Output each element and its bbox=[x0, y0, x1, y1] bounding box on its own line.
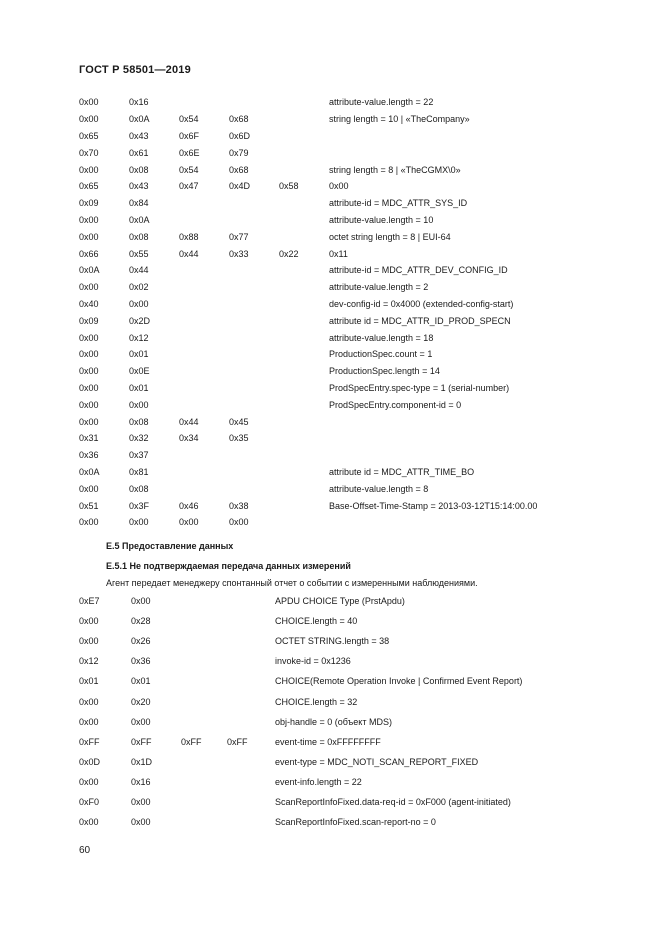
table-row bbox=[79, 413, 599, 430]
table-row bbox=[79, 312, 599, 329]
hex-byte-cell: 0x20 bbox=[131, 696, 151, 707]
hex-byte-cell: 0x00 bbox=[79, 114, 99, 125]
row-description: 0x11 bbox=[329, 248, 348, 259]
hex-byte-cell: 0x68 bbox=[229, 164, 249, 175]
hex-byte-cell: 0x58 bbox=[279, 181, 299, 192]
hex-byte-cell: 0x00 bbox=[129, 399, 149, 410]
hex-byte-cell: 0x6E bbox=[179, 147, 200, 158]
table-row bbox=[79, 363, 599, 380]
row-description: APDU CHOICE Type (PrstApdu) bbox=[275, 596, 405, 607]
row-description: ProdSpecEntry.component-id = 0 bbox=[329, 399, 462, 410]
hex-byte-cell: 0x88 bbox=[179, 231, 199, 242]
row-description: CHOICE.length = 40 bbox=[275, 616, 358, 627]
row-description: attribute-value.length = 8 bbox=[329, 483, 429, 494]
hex-byte-cell: 0x01 bbox=[131, 676, 151, 687]
row-description: ScanReportInfoFixed.scan-report-no = 0 bbox=[275, 817, 436, 828]
hex-byte-cell: 0x00 bbox=[79, 332, 99, 343]
hex-byte-cell: 0x0D bbox=[79, 756, 101, 767]
document-header: ГОСТ Р 58501—2019 bbox=[79, 64, 191, 76]
hex-byte-cell: 0x35 bbox=[229, 433, 249, 444]
hex-byte-cell: 0x37 bbox=[129, 450, 149, 461]
hex-byte-cell: 0x00 bbox=[131, 596, 151, 607]
hex-byte-cell: 0x09 bbox=[79, 315, 99, 326]
hex-byte-cell: 0x00 bbox=[129, 517, 149, 528]
table-row bbox=[79, 161, 599, 178]
row-description: attribute-id = MDC_ATTR_DEV_CONFIG_ID bbox=[329, 265, 508, 276]
hex-byte-cell: 0x6F bbox=[179, 130, 200, 141]
hex-byte-cell: 0x22 bbox=[279, 248, 299, 259]
hex-byte-cell: 0x12 bbox=[79, 656, 99, 667]
hex-byte-cell: 0x61 bbox=[129, 147, 149, 158]
table-row bbox=[79, 296, 599, 313]
row-description: CHOICE.length = 32 bbox=[275, 696, 358, 707]
hex-byte-cell: 0x38 bbox=[229, 500, 249, 511]
table-row bbox=[79, 480, 599, 497]
table-row bbox=[79, 671, 599, 691]
row-description: CHOICE(Remote Operation Invoke | Confirmed Event Report) bbox=[275, 676, 523, 687]
hex-byte-cell: 0x00 bbox=[79, 349, 99, 360]
table-row bbox=[79, 651, 599, 671]
row-description: attribute id = MDC_ATTR_TIME_BO bbox=[329, 466, 475, 477]
table-row bbox=[79, 611, 599, 631]
hex-byte-cell: 0x0A bbox=[79, 466, 100, 477]
section-paragraph: Агент передает менеджеру спонтанный отчет о событии с измеренными наблюдениями. bbox=[106, 578, 478, 588]
section-title: E.5 Предоставление данных bbox=[106, 541, 234, 551]
hex-byte-cell: 0x40 bbox=[79, 298, 99, 309]
table-row bbox=[79, 94, 599, 111]
hex-byte-cell: 0x28 bbox=[131, 616, 151, 627]
hex-byte-cell: 0x00 bbox=[129, 298, 149, 309]
hex-byte-cell: 0x32 bbox=[129, 433, 149, 444]
hex-byte-cell: 0x00 bbox=[79, 97, 99, 108]
hex-byte-cell: 0x4D bbox=[229, 181, 251, 192]
hex-byte-cell: 0x77 bbox=[229, 231, 249, 242]
table-row bbox=[79, 447, 599, 464]
row-description: dev-config-id = 0x4000 (extended-config-start) bbox=[329, 298, 514, 309]
row-description: attribute-id = MDC_ATTR_SYS_ID bbox=[329, 198, 468, 209]
hex-byte-cell: 0x00 bbox=[179, 517, 199, 528]
hex-byte-cell: 0x51 bbox=[79, 500, 99, 511]
row-description: ProductionSpec.count = 1 bbox=[329, 349, 433, 360]
row-description: attribute-value.length = 22 bbox=[329, 97, 434, 108]
row-description: string length = 10 | «TheCompany» bbox=[329, 114, 470, 125]
hex-byte-cell: 0x08 bbox=[129, 483, 149, 494]
hex-byte-cell: 0x00 bbox=[79, 366, 99, 377]
table-row bbox=[79, 691, 599, 711]
hex-byte-cell: 0x00 bbox=[131, 796, 151, 807]
row-description: 0x00 bbox=[329, 181, 349, 192]
row-description: ProductionSpec.length = 14 bbox=[329, 366, 440, 377]
hex-byte-cell: 0xFF bbox=[227, 736, 248, 747]
hex-byte-cell: 0x3F bbox=[129, 500, 150, 511]
hex-byte-cell: 0x0A bbox=[79, 265, 100, 276]
hex-byte-cell: 0x26 bbox=[131, 636, 151, 647]
row-description: attribute-value.length = 2 bbox=[329, 282, 429, 293]
table-row bbox=[79, 329, 599, 346]
table-row bbox=[79, 178, 599, 195]
hex-byte-cell: 0x33 bbox=[229, 248, 249, 259]
hex-byte-cell: 0x00 bbox=[229, 517, 249, 528]
hex-byte-cell: 0x00 bbox=[131, 716, 151, 727]
table-row bbox=[79, 128, 599, 145]
hex-byte-cell: 0xFF bbox=[79, 736, 100, 747]
hex-byte-cell: 0x55 bbox=[129, 248, 149, 259]
hex-byte-cell: 0x01 bbox=[129, 349, 149, 360]
row-description: event-info.length = 22 bbox=[275, 776, 362, 787]
hex-byte-cell: 0x44 bbox=[129, 265, 149, 276]
hex-byte-cell: 0x81 bbox=[129, 466, 149, 477]
hex-byte-cell: 0x01 bbox=[129, 382, 149, 393]
hex-byte-cell: 0x54 bbox=[179, 114, 199, 125]
hex-byte-cell: 0x0A bbox=[129, 214, 150, 225]
table-row bbox=[79, 111, 599, 128]
hex-byte-cell: 0x00 bbox=[79, 517, 99, 528]
hex-byte-cell: 0x44 bbox=[179, 248, 199, 259]
hex-table-event-report bbox=[79, 591, 599, 832]
table-row bbox=[79, 396, 599, 413]
hex-byte-cell: 0x02 bbox=[129, 282, 149, 293]
row-description: Base-Offset-Time-Stamp = 2013-03-12T15:14:00.00 bbox=[329, 500, 538, 511]
table-row bbox=[79, 712, 599, 732]
hex-byte-cell: 0x47 bbox=[179, 181, 199, 192]
hex-byte-cell: 0x65 bbox=[79, 181, 99, 192]
table-row bbox=[79, 514, 599, 531]
table-row bbox=[79, 812, 599, 832]
row-description: string length = 8 | «TheCGMX\0» bbox=[329, 164, 461, 175]
table-row bbox=[79, 752, 599, 772]
table-row bbox=[79, 380, 599, 397]
hex-byte-cell: 0x0A bbox=[129, 114, 150, 125]
table-row bbox=[79, 772, 599, 792]
table-row bbox=[79, 212, 599, 229]
table-row bbox=[79, 464, 599, 481]
page-number: 60 bbox=[79, 845, 91, 856]
hex-byte-cell: 0x00 bbox=[79, 231, 99, 242]
table-row bbox=[79, 195, 599, 212]
hex-byte-cell: 0x00 bbox=[131, 817, 151, 828]
hex-byte-cell: 0x00 bbox=[79, 616, 99, 627]
hex-byte-cell: 0x31 bbox=[79, 433, 99, 444]
table-row bbox=[79, 346, 599, 363]
hex-byte-cell: 0x6D bbox=[229, 130, 251, 141]
hex-byte-cell: 0x16 bbox=[131, 776, 151, 787]
hex-byte-cell: 0x2D bbox=[129, 315, 151, 326]
table-row bbox=[79, 732, 599, 752]
hex-byte-cell: 0x00 bbox=[79, 214, 99, 225]
row-description: ProdSpecEntry.spec-type = 1 (serial-number) bbox=[329, 382, 510, 393]
hex-byte-cell: 0x00 bbox=[79, 696, 99, 707]
table-row bbox=[79, 228, 599, 245]
hex-byte-cell: 0x00 bbox=[79, 416, 99, 427]
hex-byte-cell: 0x43 bbox=[129, 181, 149, 192]
hex-byte-cell: 0x68 bbox=[229, 114, 249, 125]
row-description: octet string length = 8 | EUI-64 bbox=[329, 231, 451, 242]
row-description: ScanReportInfoFixed.data-req-id = 0xF000 (agent-initiated) bbox=[275, 796, 511, 807]
hex-byte-cell: 0x12 bbox=[129, 332, 149, 343]
row-description: attribute-value.length = 10 bbox=[329, 214, 434, 225]
hex-byte-cell: 0xE7 bbox=[79, 596, 100, 607]
hex-byte-cell: 0x08 bbox=[129, 164, 149, 175]
hex-byte-cell: 0xFF bbox=[131, 736, 152, 747]
table-row bbox=[79, 631, 599, 651]
table-row bbox=[79, 262, 599, 279]
hex-byte-cell: 0x00 bbox=[79, 817, 99, 828]
table-row bbox=[79, 430, 599, 447]
hex-byte-cell: 0x44 bbox=[179, 416, 199, 427]
hex-byte-cell: 0x70 bbox=[79, 147, 99, 158]
hex-byte-cell: 0x00 bbox=[79, 399, 99, 410]
hex-byte-cell: 0x08 bbox=[129, 231, 149, 242]
row-description: attribute id = MDC_ATTR_ID_PROD_SPECN bbox=[329, 315, 511, 326]
hex-byte-cell: 0x36 bbox=[79, 450, 99, 461]
hex-byte-cell: 0x0E bbox=[129, 366, 150, 377]
hex-byte-cell: 0xF0 bbox=[79, 796, 100, 807]
row-description: invoke-id = 0x1236 bbox=[275, 656, 351, 667]
hex-byte-cell: 0x54 bbox=[179, 164, 199, 175]
hex-byte-cell: 0xFF bbox=[181, 736, 202, 747]
hex-byte-cell: 0x00 bbox=[79, 716, 99, 727]
hex-byte-cell: 0x1D bbox=[131, 756, 153, 767]
hex-byte-cell: 0x65 bbox=[79, 130, 99, 141]
hex-byte-cell: 0x79 bbox=[229, 147, 249, 158]
hex-byte-cell: 0x84 bbox=[129, 198, 149, 209]
hex-byte-cell: 0x00 bbox=[79, 164, 99, 175]
hex-byte-cell: 0x08 bbox=[129, 416, 149, 427]
row-description: OCTET STRING.length = 38 bbox=[275, 636, 390, 647]
table-row bbox=[79, 792, 599, 812]
hex-byte-cell: 0x01 bbox=[79, 676, 99, 687]
hex-byte-cell: 0x00 bbox=[79, 776, 99, 787]
hex-byte-cell: 0x00 bbox=[79, 636, 99, 647]
hex-table-attributes bbox=[79, 94, 599, 531]
row-description: event-type = MDC_NOTI_SCAN_REPORT_FIXED bbox=[275, 756, 479, 767]
hex-byte-cell: 0x09 bbox=[79, 198, 99, 209]
subsection-title: E.5.1 Не подтверждаемая передача данных измерений bbox=[106, 561, 351, 571]
row-description: attribute-value.length = 18 bbox=[329, 332, 434, 343]
hex-byte-cell: 0x34 bbox=[179, 433, 199, 444]
row-description: event-time = 0xFFFFFFFF bbox=[275, 736, 381, 747]
table-row bbox=[79, 245, 599, 262]
hex-byte-cell: 0x00 bbox=[79, 282, 99, 293]
table-row bbox=[79, 279, 599, 296]
table-row bbox=[79, 591, 599, 611]
hex-byte-cell: 0x16 bbox=[129, 97, 149, 108]
hex-byte-cell: 0x66 bbox=[79, 248, 99, 259]
table-row bbox=[79, 144, 599, 161]
hex-byte-cell: 0x36 bbox=[131, 656, 151, 667]
hex-byte-cell: 0x46 bbox=[179, 500, 199, 511]
hex-byte-cell: 0x00 bbox=[79, 382, 99, 393]
hex-byte-cell: 0x45 bbox=[229, 416, 249, 427]
hex-byte-cell: 0x43 bbox=[129, 130, 149, 141]
hex-byte-cell: 0x00 bbox=[79, 483, 99, 494]
table-row bbox=[79, 497, 599, 514]
row-description: obj-handle = 0 (объект MDS) bbox=[275, 716, 392, 727]
